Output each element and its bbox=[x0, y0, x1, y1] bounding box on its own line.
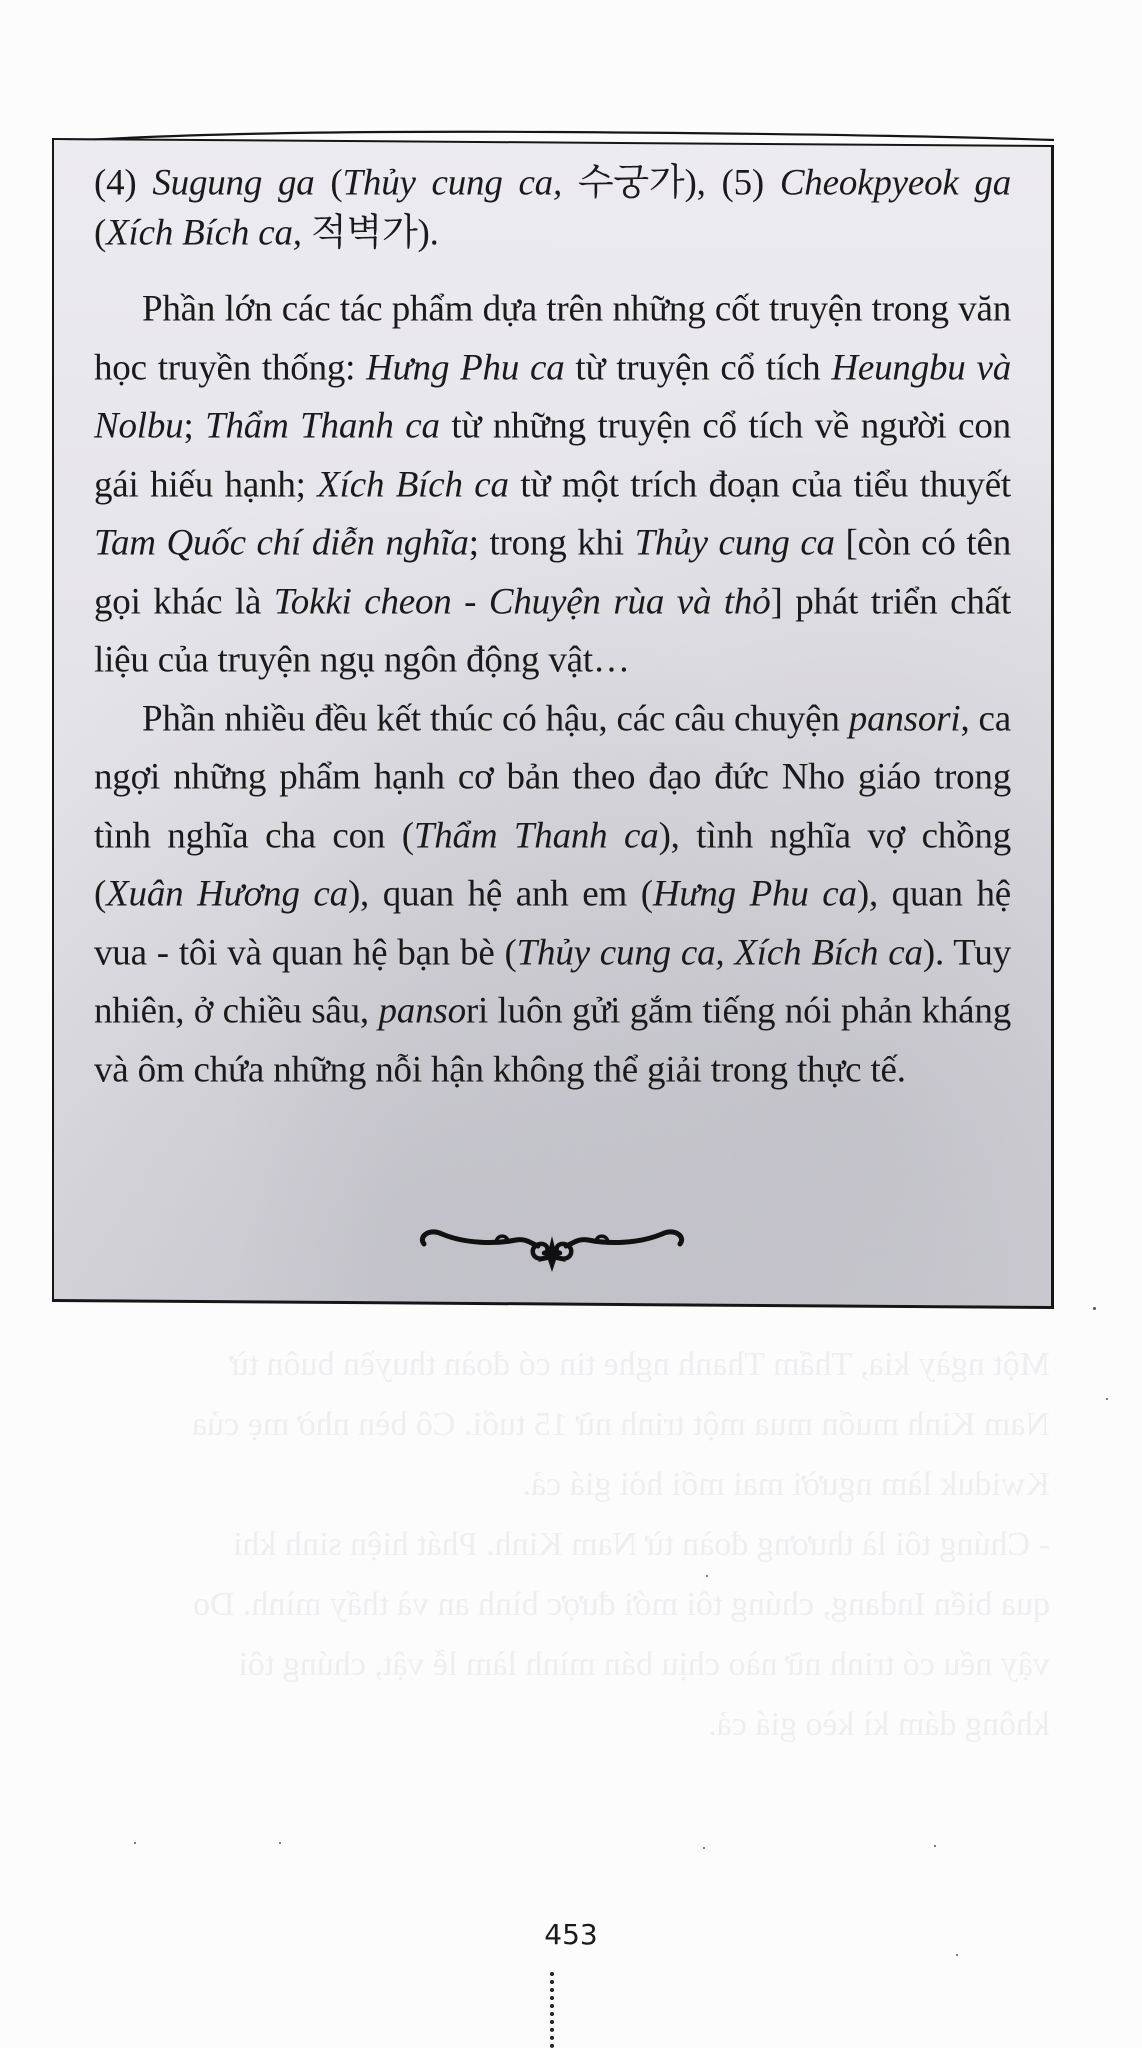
italic-title: Xích Bích ca bbox=[317, 463, 509, 505]
text-run: ; bbox=[183, 405, 206, 447]
italic-title: panso bbox=[378, 990, 466, 1032]
italic-title: Sugung ga bbox=[152, 162, 315, 204]
italic-title: Hưng Phu ca bbox=[366, 346, 565, 388]
italic-title: Heungbu và Nolbu bbox=[94, 346, 1011, 447]
italic-title: Thủy cung ca, bbox=[342, 162, 563, 204]
italic-title: Hưng Phu ca bbox=[652, 873, 857, 915]
italic-title: Thẩm Thanh ca bbox=[413, 814, 659, 856]
paragraph bbox=[94, 158, 1011, 258]
text-run: ). Tuy nhiên, ở chiều sâu, bbox=[94, 931, 1011, 1032]
text-run: ( bbox=[94, 212, 107, 254]
italic-title: Thủy cung ca, Xích Bích ca bbox=[516, 931, 923, 973]
text-run: ), quan hệ vua - tôi và quan hệ bạn bè ( bbox=[94, 873, 1011, 973]
italic-title: Xuân Hương ca bbox=[106, 873, 348, 915]
italic-title: Thẩm Thanh ca bbox=[205, 405, 440, 447]
text-run: ( bbox=[314, 162, 343, 204]
text-run: ] phát triển chất liệu của truyện ngụ ngôn động vật… bbox=[94, 580, 1011, 681]
text-run: (4) bbox=[94, 162, 153, 204]
text-run: 수궁가), (5) bbox=[562, 162, 780, 204]
italic-title: Cheokpyeok ga bbox=[779, 162, 1012, 204]
show-through-text: Một ngày kia, Thẩm Thanh nghe tin có đoàn thuyền buôn từ Nam Kinh muốn mua một trinh nữ 15 tuổi. Cô bèn nhờ mẹ của Kwiduk làm người mai mối hỏi giá cả. - Chúng tôi là thương đoàn từ Nam Kinh. Phát hiện sinh khi qua biển Indang, chúng tôi mới được bình an và thấy mình. Do vậy nếu có trinh nữ nào chịu bán mình làm lễ vật, chúng tôi không dám kì kèo giá cả. bbox=[192, 1346, 1050, 1743]
text-run: ri luôn gửi gắm tiếng nói phản kháng và ôm chứa những nỗi hận không thể giải trong thực tế. bbox=[94, 990, 1012, 1090]
boxed-excerpt bbox=[52, 138, 1054, 1309]
text-run: từ một trích đoạn của tiểu thuyết bbox=[508, 463, 1011, 505]
italic-title: Tam Quốc chí diễn nghĩa bbox=[94, 522, 469, 564]
paragraph bbox=[94, 280, 1011, 690]
text-run: từ những truyện cổ tích về người con gái hiếu hạnh; bbox=[94, 405, 1011, 505]
italic-title: Xích Bích ca, bbox=[106, 212, 302, 254]
text-run: từ truyện cổ tích bbox=[564, 346, 832, 388]
text-run: 적벽가). bbox=[301, 212, 439, 254]
italic-title: Tokki cheon - Chuyện rùa và thỏ bbox=[273, 580, 771, 622]
text-run: ), tình nghĩa vợ chồng ( bbox=[94, 814, 1011, 915]
dotted-divider bbox=[550, 1972, 554, 2048]
text-run: , ca ngợi những phẩm hạnh cơ bản theo đạo đức Nho giáo trong tình nghĩa cha con ( bbox=[94, 697, 1012, 856]
italic-title: pansori bbox=[848, 697, 961, 739]
text-run: Phần lớn các tác phẩm dựa trên những cốt truyện trong văn học truyền thống: bbox=[94, 288, 1011, 388]
text-run: Phần nhiều đều kết thúc có hậu, các câu chuyện bbox=[142, 697, 849, 739]
text-run: [còn có tên gọi khác là bbox=[94, 522, 1011, 622]
page-number: 453 bbox=[544, 1918, 598, 1951]
flourish-ornament-icon bbox=[416, 1222, 688, 1274]
text-run: ), quan hệ anh em ( bbox=[347, 873, 653, 915]
italic-title: Thủy cung ca bbox=[634, 522, 835, 564]
excerpt-text bbox=[94, 158, 1011, 1099]
text-run: ; trong khi bbox=[468, 522, 635, 564]
paragraph bbox=[94, 690, 1011, 1100]
